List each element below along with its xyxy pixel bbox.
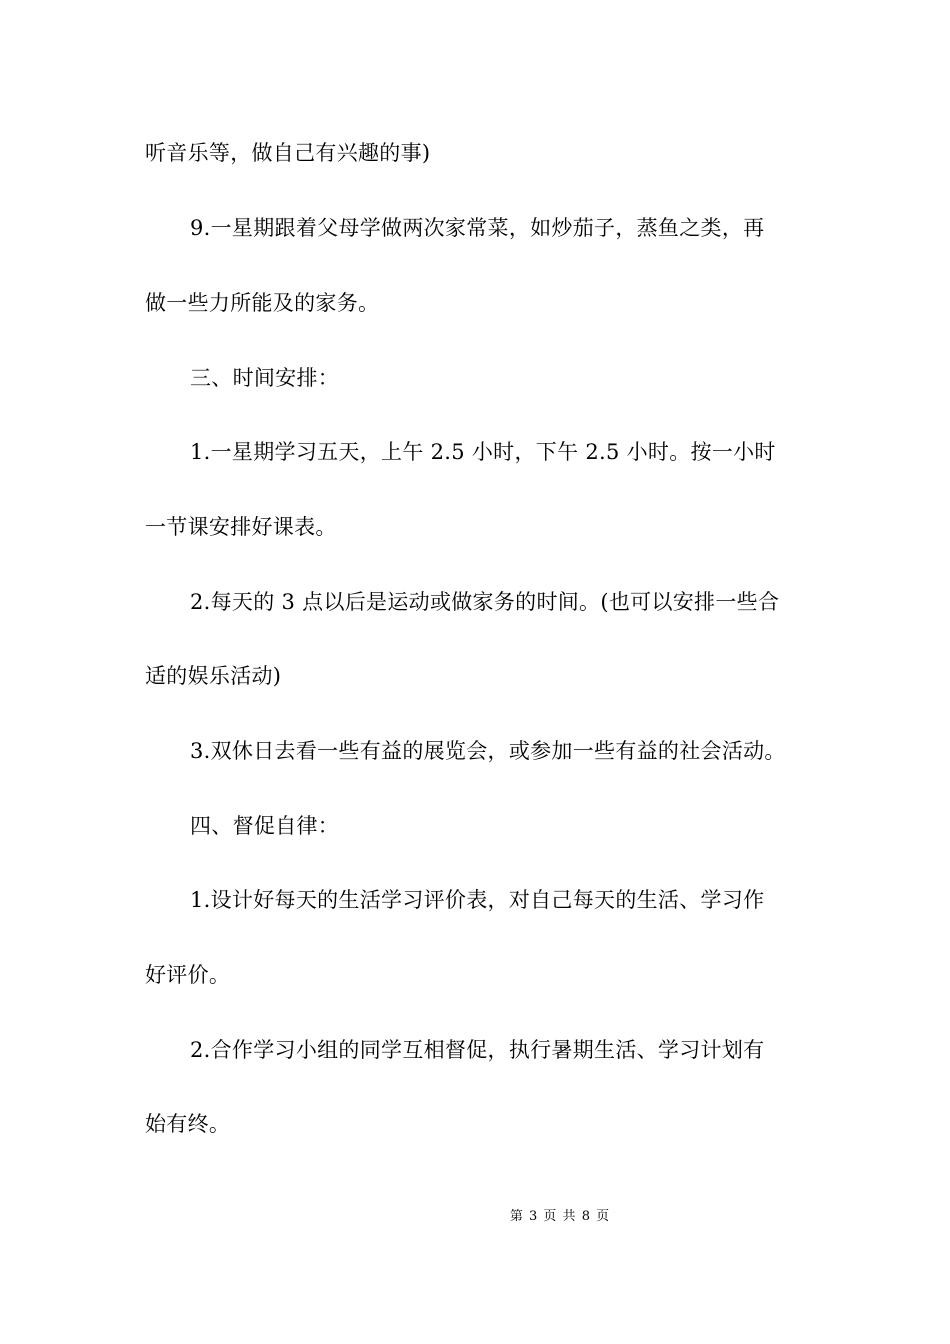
section-heading: 三、时间安排： (190, 366, 340, 390)
list-item-line: 1.一星期学习五天，上午 2.5 小时，下午 2.5 小时。按一小时 (190, 440, 776, 464)
text-line: 好评价。 (145, 963, 231, 987)
page-number-footer: 第 3 页 共 8 页 (509, 1209, 611, 1224)
text-line: 始有终。 (145, 1112, 231, 1136)
list-item-line: 1.设计好每天的生活学习评价表，对自己每天的生活、学习作 (190, 888, 765, 912)
list-item-line: 2.合作学习小组的同学互相督促，执行暑期生活、学习计划有 (190, 1038, 765, 1062)
text-line: 一节课安排好课表。 (145, 515, 337, 539)
list-item-line: 3.双休日去看一些有益的展览会，或参加一些有益的社会活动。 (190, 739, 786, 763)
text-line: 听音乐等，做自己有兴趣的事) (145, 141, 431, 165)
section-heading: 四、督促自律： (190, 814, 340, 838)
list-item-line: 9.一星期跟着父母学做两次家常菜，如炒茄子，蒸鱼之类，再 (190, 216, 765, 240)
list-item-line: 2.每天的 3 点以后是运动或做家务的时间。(也可以安排一些合 (190, 590, 780, 614)
text-line: 做一些力所能及的家务。 (145, 291, 380, 315)
text-line: 适的娱乐活动) (145, 664, 282, 688)
